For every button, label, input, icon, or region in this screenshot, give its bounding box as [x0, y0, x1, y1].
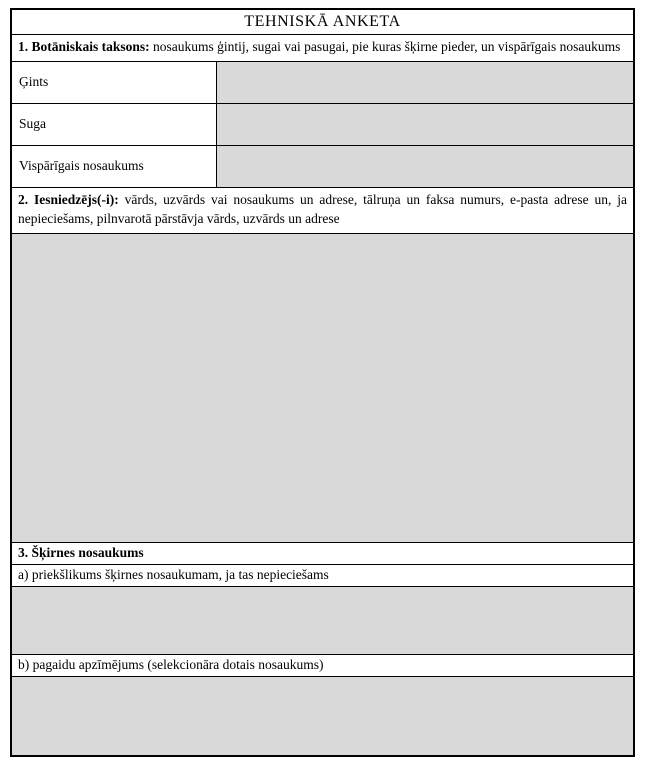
section2-heading [12, 187, 633, 233]
section2-heading-number: 2. Iesniedzējs(-i): [18, 191, 119, 207]
genus-input[interactable] [217, 62, 633, 103]
field-row-common-name [12, 145, 633, 187]
species-label: Suga [12, 104, 217, 145]
proposed-variety-name-label: a) priekšlikums šķirnes nosaukumam, ja tas nepieciešams [12, 564, 633, 586]
common-name-input[interactable] [217, 146, 633, 187]
field-row-species [12, 103, 633, 145]
provisional-designation-label: b) pagaidu apzīmējums (selekcionāra dotais nosaukums) [12, 654, 633, 676]
section1-heading-number: 1. Botāniskais taksons: [18, 39, 150, 54]
technical-questionnaire-form [10, 8, 635, 757]
field-row-genus [12, 61, 633, 103]
species-input[interactable] [217, 104, 633, 145]
genus-label: Ģints [12, 62, 217, 103]
section1-heading [12, 34, 633, 61]
section1-heading-text: nosaukums ģintij, sugai vai pasugai, pie kuras šķirne pieder, un vispārīgais nosaukums [149, 39, 621, 54]
provisional-designation-input[interactable] [12, 676, 633, 755]
common-name-label: Vispārīgais nosaukums [12, 146, 217, 187]
proposed-variety-name-input[interactable] [12, 586, 633, 654]
section3-heading: 3. Šķirnes nosaukums [12, 542, 633, 564]
form-title: TEHNISKĀ ANKETA [244, 13, 401, 30]
applicant-details-input[interactable] [12, 233, 633, 542]
section2-heading-text: vārds, uzvārds vai nosaukums un adrese, tālruņa un faksa numurs, e-pasta adrese un, ja nepieciešams, pilnvarotā pārstāvja vārds, uzvārds un adrese [18, 191, 627, 226]
